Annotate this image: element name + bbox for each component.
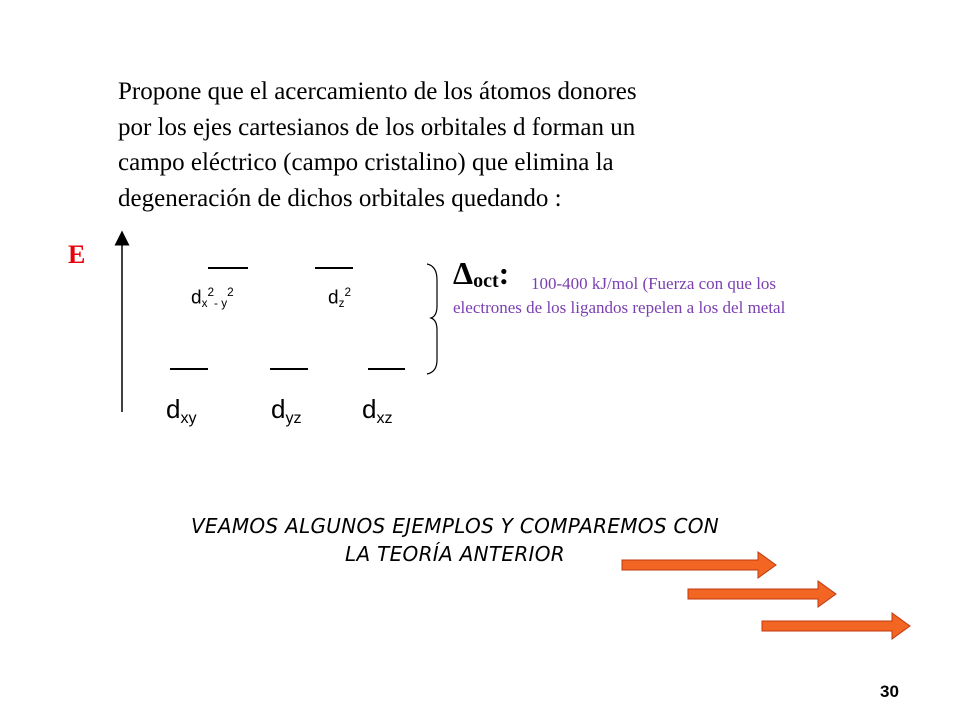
delta-description (453, 272, 913, 320)
delta-desc-line: 100-400 kJ/mol (Fuerza con que los (531, 274, 777, 293)
delta-oct-symbol: $\Delta_{oct}$: (453, 255, 510, 292)
delta-desc-line: electrones de los ligandos repelen a los del metal (453, 298, 786, 317)
orbital-label-dyz: $d_{yz}$ (271, 394, 302, 427)
page-number: 30 (880, 682, 899, 701)
orbital-label-dxz: $d_{xz}$ (362, 394, 393, 427)
intro-line: campo eléctrico (campo cristalino) que elimina la (118, 149, 614, 176)
intro-line: Propone que el acercamiento de los átomos donores (118, 78, 637, 105)
examples-note (95, 512, 815, 568)
orbital-label-dx2y2: $d_x^2_-$ $_y^2$ (191, 286, 234, 310)
note-line: VEAMOS ALGUNOS EJEMPLOS Y COMPAREMOS CON (190, 514, 720, 538)
arrow-icon (688, 581, 836, 607)
note-line: LA TEORÍA ANTERIOR (345, 542, 565, 566)
intro-line: degeneración de dichos orbitales quedando : (118, 184, 562, 212)
energy-axis-label: E (68, 240, 86, 269)
orbital-label-dz2: $d_z^2$ (328, 286, 352, 310)
intro-line: por los ejes cartesianos de los orbitales d forman un (118, 113, 636, 141)
orbital-label-dxy: $d_{xy}$ (166, 394, 197, 427)
arrow-icon (762, 613, 910, 639)
splitting-brace (427, 264, 437, 374)
